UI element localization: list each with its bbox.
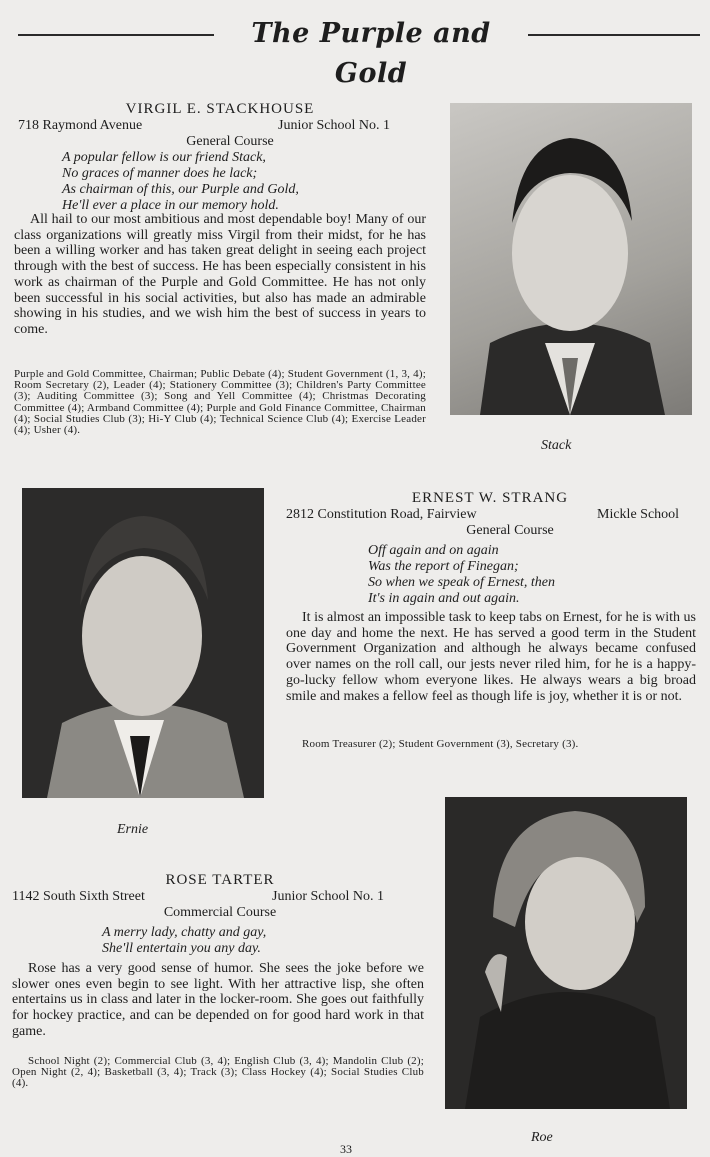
student-bio: It is almost an impossible task to keep tabs on Ernest, for he is with us one day and home the next. He has served a good term in the Student Government Organization and although he always became confused over names on the roll call, our jests never riled him, for he is a happy-go-lucky fellow whom everyone likes. He always wears a big broad smile and makes a fellow feel as though life is joy, whether it is or not. [286,610,696,704]
student-activities: School Night (2); Commercial Club (3, 4); English Club (3, 4); Mandolin Club (2); Open Night (2, 4); Basketball (3, 4); Track (3); Class Hockey (4); Social Studies Club (4). [12,1055,424,1090]
poem-line: So when we speak of Ernest, then [368,575,556,590]
header-rule-left [18,34,214,36]
poem-line: It's in again and out again. [368,591,520,606]
student-poem [368,543,555,607]
poem-line: She'll entertain you any day. [102,941,261,956]
student-name: ERNEST W. STRANG [411,490,569,506]
poem-line: He'll ever a place in our memory hold. [62,198,279,213]
student-address: 1142 South Sixth Street [12,889,145,904]
student-bio: Rose has a very good sense of humor. She sees the joke before we slower ones even begin to see light. With her attractive lisp, she often entertains us in class and later in the locker-room. She goes out faithfully for hockey practice, and can be depended on for good hard work in that game. [12,961,424,1039]
poem-line: Was the report of Finegan; [368,559,519,574]
student-activities: Purple and Gold Committee, Chairman; Public Debate (4); Student Government (1, 3, 4); Room Secretary (2), Leader (4); Stationery Committee (3); Children's Party Committee (3); Auditing Committee (3); Song and Yell Committee (4); Christmas Decorating Committee (4); Armband Committee (4); Purple and Gold Finance Committee, Chairman (4); Social Studies Club (3); Hi-Y Club (4); Technical Science Club (4); Exercise Leader (4); Usher (4). [14,368,426,437]
student-activities: Room Treasurer (2); Student Government (3), Secretary (3). [302,738,579,750]
page-title: The Purple and Gold [251,18,491,89]
student-photo [445,797,687,1109]
photo-caption: Roe [531,1130,553,1145]
student-poem [102,925,266,957]
student-photo [22,488,264,798]
student-address: 2812 Constitution Road, Fairview [286,507,477,522]
student-poem [62,150,299,214]
page-number: 33 [340,1142,352,1156]
poem-line: As chairman of this, our Purple and Gold, [62,182,299,197]
student-photo [450,103,692,415]
student-name: VIRGIL E. STACKHOUSE [125,101,315,117]
photo-caption: Stack [541,438,572,453]
student-school: Mickle School [597,507,680,522]
student-school: Junior School No. 1 [272,889,384,904]
student-bio: All hail to our most ambitious and most dependable boy! Many of our class organizations will greatly miss Virgil from their midst, for he has been a willing worker and has taken great delight in seeing each project through with the best of success. He has been especially consistent in his work as chairman of the Purple and Gold Committee. He has not only been successful in his social activities, but also has made an admirable showing in his studies, and we wish him the best of success in years to come. [14,212,426,337]
page-header [18,14,700,89]
student-course: General Course [466,523,554,538]
student-course: General Course [186,134,274,149]
student-address: 718 Raymond Avenue [18,118,143,133]
poem-line: No graces of manner does he lack; [62,166,258,181]
header-rule-right [528,34,700,36]
poem-line: A merry lady, chatty and gay, [102,925,267,940]
student-name: ROSE TARTER [165,872,275,888]
student-course: Commercial Course [163,905,277,920]
photo-caption: Ernie [117,822,149,837]
poem-line: A popular fellow is our friend Stack, [62,150,266,165]
student-school: Junior School No. 1 [278,118,390,133]
poem-line: Off again and on again [368,543,499,558]
